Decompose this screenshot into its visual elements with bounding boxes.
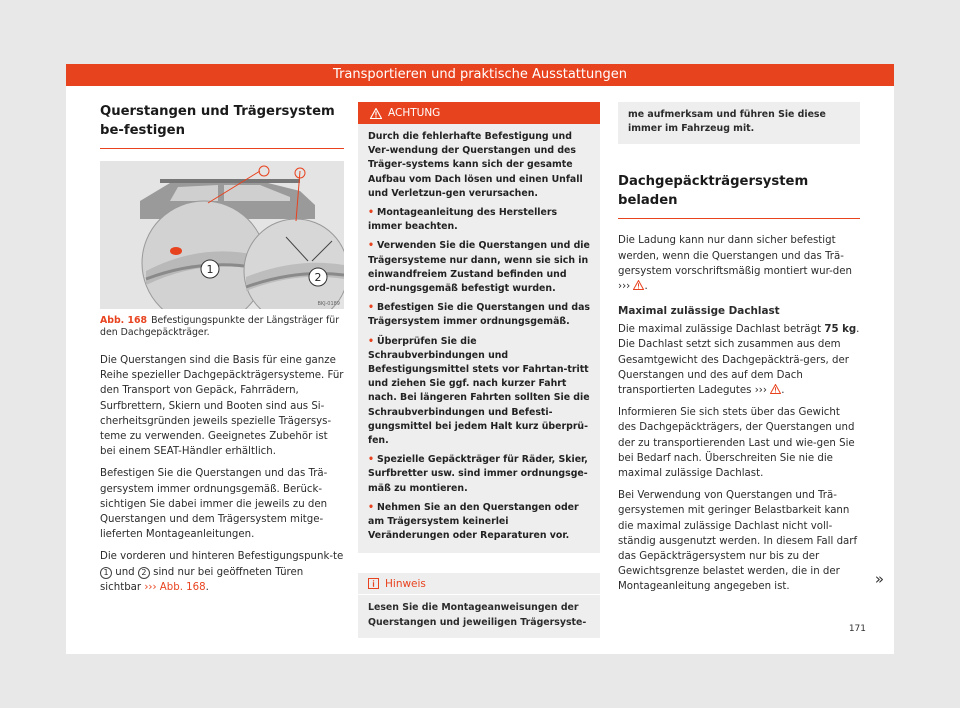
warning-header [358, 102, 600, 124]
figure-code: BKJ-0189 [317, 301, 340, 307]
paragraph-text: . Die Dachlast setzt sich zusammen aus dem Gesamtgewicht des Dachgepäckträ-gers, der Querstangen und des auf dem Dach transportierten Ladegutes [618, 324, 860, 397]
chapter-header: Transportieren und praktische Ausstattungen [66, 64, 894, 86]
continued-indicator: » [874, 570, 884, 588]
warning-item-text: Spezielle Gepäckträger für Räder, Skier, Surfbretter usw. sind immer ordnungsge-mäß zu montieren. [368, 454, 588, 494]
warning-item [368, 335, 590, 449]
paragraph: Bei Verwendung von Querstangen und Trä-gersystemen mit geringer Belastbarkeit kann die maximal zulässige Dachlast nicht voll-ständig ausgenutzt werden. In diesem Fall darf das Gepäckträgersystem nur bis zu der Gewichtsgrenze belastet werden, die in der Montageanleitung angegeben ist. [618, 490, 858, 593]
bullet-icon: • [368, 207, 374, 219]
figure-callout-1: 1 [206, 263, 214, 276]
paragraph-text: . [205, 581, 209, 593]
warning-item-text: Montageanleitung des Herstellers immer beachten. [368, 207, 558, 233]
note-title: Hinweis [385, 577, 426, 590]
warning-box [358, 102, 600, 553]
paragraph-text: Die maximal zulässige Dachlast beträgt [618, 324, 822, 336]
paragraph-text: sind nur bei geöffneten Türen sichtbar [100, 566, 304, 593]
warning-item [368, 206, 590, 234]
warning-item [368, 501, 590, 544]
figure-callout-2: 2 [314, 271, 322, 284]
page-number: 171 [848, 624, 866, 634]
callout-number: 1 [100, 567, 112, 579]
paragraph [100, 549, 344, 595]
bullet-icon: • [368, 454, 374, 466]
paragraph: Die Ladung kann nur dann sicher befestigt werden, wenn die Querstangen und das Trä-gersystem vorschriftsmäßig montiert wur-den ››› . [618, 235, 852, 293]
warning-triangle-icon [370, 108, 382, 119]
section-title: Dachgepäckträgersystem beladen [618, 172, 860, 219]
note-text: Lesen Sie die Montageanweisungen der Querstangen und jeweiligen Trägersyste- [368, 602, 587, 628]
warning-body [358, 124, 600, 553]
note-continuation: me aufmerksam und führen Sie diese immer im Fahrzeug mit. [618, 102, 860, 144]
paragraph-text: Die vorderen und hinteren Befestigungspunk-te [100, 551, 344, 563]
subsection-title: Maximal zulässige Dachlast [618, 305, 780, 318]
paragraph-text: Die Ladung kann nur dann sicher befestigt werden, wenn die Querstangen und das Trä-gersystem vorschriftsmäßig montiert wur-den [618, 235, 852, 277]
warning-triangle-icon [633, 280, 644, 290]
section-title: Querstangen und Trägersystem be-festigen [100, 102, 344, 149]
paragraph: Informieren Sie sich stets über das Gewicht des Dachgepäckträgers, der Querstangen und der zu transportierenden Last und wie-gen Sie bei Bedarf nach. Überschreiten Sie nie die maximal zulässige Dachlast. [618, 407, 855, 480]
max-roof-load-value: 75 kg [824, 324, 857, 336]
warning-item-text: Verwenden Sie die Querstangen und die Trägersysteme nur dann, wenn sie sich in einwandfreiem Zustand befinden und ord-nungsgemäß befestigt wurden. [368, 240, 590, 295]
note-header [358, 573, 600, 595]
paragraph: Die maximal zulässige Dachlast beträgt 75 kg. Die Dachlast setzt sich zusammen aus dem Gesamtgewicht des Dachgepäckträ-gers, der Querstangen und des auf dem Dach transportierten Ladegutes ››› . [618, 324, 860, 397]
warning-reference-link[interactable]: ››› [618, 281, 631, 293]
note-box [358, 573, 600, 637]
warning-item-text: Nehmen Sie an den Querstangen oder am Trägersystem keinerlei Veränderungen oder Reparaturen vor. [368, 501, 579, 542]
bullet-icon: • [368, 335, 374, 347]
figure-caption [100, 315, 344, 339]
warning-item [368, 453, 590, 496]
bullet-icon: • [368, 302, 374, 314]
figure-roof-rails [100, 161, 344, 309]
bullet-icon: • [368, 501, 374, 513]
info-icon [368, 578, 379, 589]
paragraph: Befestigen Sie die Querstangen und das Trä-gersystem immer ordnungsgemäß. Berück-sichtigen Sie dabei immer die jeweils zu den Querstangen und dem Trägersystem mitge-lieferten Montageanleitungen. [100, 468, 328, 541]
warning-triangle-icon [770, 384, 781, 394]
warning-item [368, 301, 590, 329]
column-left [100, 102, 344, 595]
callout-number: 2 [138, 567, 150, 579]
bullet-icon: • [368, 240, 374, 252]
column-middle [358, 102, 600, 638]
warning-intro: Durch die fehlerhafte Befestigung und Ver-wendung der Querstangen und des Träger-systems kann sich der gesamte Aufbau vom Dach lösen und einen Unfall und Verletzun-gen verursachen. [368, 131, 583, 199]
roof-rail-illustration [100, 161, 344, 309]
figure-reference-link[interactable]: ››› Abb. 168 [144, 581, 206, 593]
paragraph-text: und [115, 566, 135, 578]
warning-title: ACHTUNG [388, 107, 441, 119]
warning-item-text: Überprüfen Sie die Schraubverbindungen und Befestigungsmittel stets vor Fahrtan-tritt und ziehen Sie ggf. nach kurzer Fahrt nach. Bei längeren Fahrten sollten Sie die Schraubverbindungen und Befesti-gungsmittel bei jedem Halt kurz überprü-fen. [368, 335, 590, 447]
paragraph: Die Querstangen sind die Basis für eine ganze Reihe spezieller Dachgepäckträgersysteme. Für den Transport von Gepäck, Fahrrädern, Surfbrettern, Skiern und Booten sind aus Si-cherheitsgründen jeweils spezielle Trägersys-teme zu verwenden. Geeignetes Zubehör ist bei einem SEAT-Händler erhältlich. [100, 355, 344, 458]
column-right [618, 102, 860, 595]
warning-item [368, 239, 590, 296]
manual-page [66, 64, 894, 654]
figure-caption-text: Befestigungspunkte der Längsträger für den Dachgepäckträger. [100, 315, 340, 338]
figure-caption-label: Abb. 168 [100, 315, 148, 326]
warning-item-text: Befestigen Sie die Querstangen und das Trägersystem immer ordnungsgemäß. [368, 302, 590, 328]
warning-reference-link[interactable]: ››› [754, 385, 767, 397]
